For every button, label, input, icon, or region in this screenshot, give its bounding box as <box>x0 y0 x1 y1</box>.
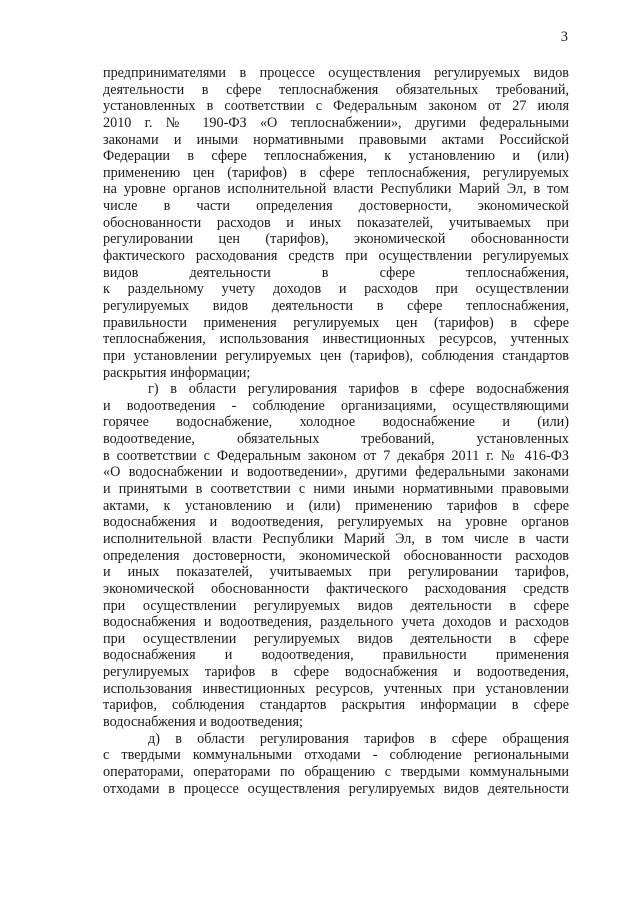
text-line: «О водоснабжении и водоотведении», другими федеральными законами <box>103 464 569 481</box>
text-line: водоснабжения и водоотведения, раздельного учета доходов и расходов <box>103 614 569 631</box>
text-line: регулируемых тарифов в сфере водоснабжения и водоотведения, <box>103 664 569 681</box>
text-line: и иных показателей, учитываемых при регулировании тарифов, <box>103 564 569 581</box>
page-number: 3 <box>560 29 568 45</box>
text-line: экономической обоснованности фактического расходования средств <box>103 580 569 597</box>
text-line: при осуществлении регулируемых видов деятельности в сфере <box>103 630 569 647</box>
text-line: с твердыми коммунальными отходами - соблюдение региональными <box>103 747 569 764</box>
paragraph-continuation <box>103 65 569 381</box>
text-line: и водоотведения - соблюдение организациями, осуществляющими <box>103 397 569 414</box>
text-line: в соответствии с Федеральным законом от 7 декабря 2011 г. № 416-ФЗ <box>103 447 569 464</box>
text-line: предпринимателями в процессе осуществления регулируемых видов <box>103 65 569 81</box>
text-line: установленных в соответствии с Федеральным законом от 27 июля <box>103 98 569 115</box>
text-line: к раздельному учету доходов и расходов при осуществлении <box>103 281 569 298</box>
text-line: фактического расходования средств при осуществлении регулируемых <box>103 248 569 265</box>
text-line: отходами в процессе осуществления регулируемых видов деятельности <box>103 780 569 797</box>
text-line: водоотведение, обязательных требований, установленных <box>103 431 569 448</box>
text-line: при осуществлении регулируемых видов деятельности в сфере <box>103 597 569 614</box>
text-line: регулируемых видов деятельности в сфере теплоснабжения, <box>103 297 569 314</box>
text-line: применению цен (тарифов) в сфере теплоснабжения, регулируемых <box>103 164 569 181</box>
text-line: числе в части определения достоверности, экономической <box>103 198 569 215</box>
paragraph-item-d <box>103 731 569 798</box>
text-line: деятельности в сфере теплоснабжения обязательных требований, <box>103 81 569 98</box>
text-line: актами, к установлению и (или) применению тарифов в сфере <box>103 497 569 514</box>
text-line: и принятыми в соответствии с ними иными нормативными правовыми <box>103 481 569 498</box>
text-line: видов деятельности в сфере теплоснабжения, <box>103 264 569 281</box>
text-line: водоснабжения и водоотведения, правильности применения <box>103 647 569 664</box>
text-line: определения достоверности, экономической обоснованности расходов <box>103 547 569 564</box>
text-line: водоснабжения и водоотведения, регулируемых на уровне органов <box>103 514 569 531</box>
document-body <box>103 65 569 797</box>
text-line: обоснованности расходов и иных показателей, учитываемых при <box>103 214 569 231</box>
text-line: исполнительной власти Республики Марий Эл, в том числе в части <box>103 530 569 547</box>
text-line: теплоснабжения, использования инвестиционных ресурсов, учтенных <box>103 331 569 348</box>
text-line: 2010 г. № 190-ФЗ «О теплоснабжении», другими федеральными <box>103 114 569 131</box>
paragraph-item-g <box>103 381 569 730</box>
text-line: правильности применения регулируемых цен (тарифов) в сфере <box>103 314 569 331</box>
text-line: на уровне органов исполнительной власти Республики Марий Эл, в том <box>103 181 569 198</box>
text-line: раскрытия информации; <box>103 364 251 381</box>
text-line: г) в области регулирования тарифов в сфере водоснабжения <box>148 381 569 398</box>
text-line: при установлении регулируемых цен (тарифов), соблюдения стандартов <box>103 347 569 364</box>
text-line: законами и иными нормативными правовыми актами Российской <box>103 131 569 148</box>
text-line: тарифов, соблюдения стандартов раскрытия информации в сфере <box>103 697 569 714</box>
text-line: Федерации в сфере теплоснабжения, к установлению и (или) <box>103 148 569 165</box>
text-line: горячее водоснабжение, холодное водоснабжение и (или) <box>103 414 569 431</box>
text-line: операторами, операторами по обращению с твердыми коммунальными <box>103 763 569 780</box>
text-line: регулировании цен (тарифов), экономической обоснованности <box>103 231 569 248</box>
text-line: д) в области регулирования тарифов в сфере обращения <box>148 730 569 747</box>
text-line: использования инвестиционных ресурсов, учтенных при установлении <box>103 680 569 697</box>
text-line: водоснабжения и водоотведения; <box>103 713 303 730</box>
